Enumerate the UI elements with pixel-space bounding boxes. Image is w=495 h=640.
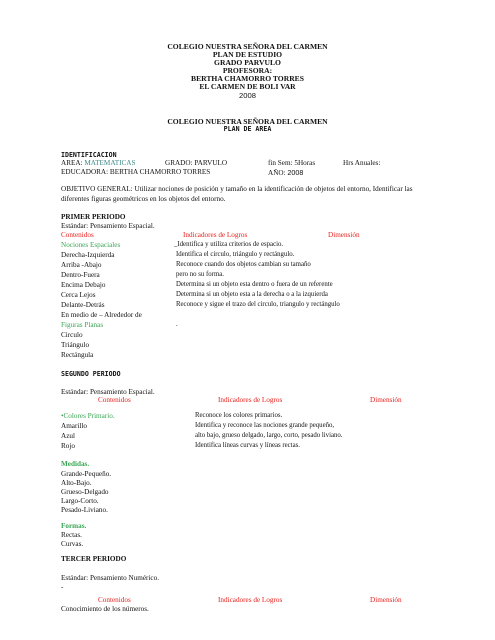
list-item: Triángulo — [61, 341, 90, 349]
tercer-periodo-dash: - — [61, 583, 64, 591]
plan-title: PLAN DE AREA — [223, 125, 272, 133]
indicador-item: Reconoce los colores primarios. — [195, 412, 283, 419]
tercer-periodo-heading: TERCER PERIODO — [61, 555, 127, 563]
indicador-item: Reconoce cuando dos objetos cambian su tamaño — [176, 261, 311, 268]
title-line-2: PLAN DE ESTUDIO — [212, 50, 283, 59]
indicador-item: pero no su forma. — [176, 271, 224, 278]
list-item: Amarillo — [61, 422, 87, 430]
segundo-periodo-estandar: Estándar: Pensamiento Espacial. — [61, 388, 155, 396]
tercer-periodo-estandar: Estándar: Pensamiento Numérico. — [61, 574, 160, 582]
list-item: Encima Debajo — [61, 281, 106, 289]
list-item: Arriba -Abajo — [61, 261, 102, 269]
list-item: Circulo — [61, 331, 83, 339]
list-item: Conocimiento de los números. — [61, 605, 149, 613]
list-item: •Colores Primario. — [61, 412, 115, 420]
objetivo-line-1: OBJETIVO GENERAL: Utilizar nociones de posición y tamaño en la identificación de objetos del entorno, Identificar las — [61, 185, 413, 193]
formas-heading: Formas. — [61, 522, 87, 530]
educadora: EDUCADORA: BERTHA CHAMORRO TORRES — [61, 168, 211, 176]
primer-col-dimension: Dimensión — [328, 231, 360, 239]
objetivo-line-2: diferentes figuras geométricos en los objetos del entorno. — [61, 195, 226, 203]
indicador-item: . — [176, 321, 178, 328]
list-item: Largo-Corto. — [61, 497, 99, 505]
list-item: En medio de – Alrededor de — [61, 311, 142, 319]
list-item: Rectas. — [61, 531, 82, 539]
title-line-4: PROFESORA: — [222, 66, 273, 75]
tercer-col-contenidos: Contenidos — [98, 596, 131, 604]
list-item: Derecha-Izquierda — [61, 251, 115, 259]
area-row — [61, 160, 135, 167]
list-item: Alto-Bajo. — [61, 479, 92, 487]
list-item: Rectángula — [61, 351, 94, 359]
primer-periodo-heading: PRIMER PERIODO — [61, 213, 126, 221]
identificacion-heading: IDENTIFICACION — [61, 151, 117, 159]
ano-label: AÑO: — [268, 169, 286, 177]
primer-col-indicadores: Indicadores de Logros — [183, 231, 248, 239]
list-item: Grueso-Delgado — [61, 488, 109, 496]
indicador-item: _Identifica y utiliza criterios de espacio. — [174, 241, 284, 248]
grado: GRADO: PARVULO — [165, 159, 228, 167]
segundo-col-indicadores: Indicadores de Logros — [218, 396, 283, 404]
indicador-item: Identifica líneas curvas y líneas rectas. — [195, 442, 300, 449]
tercer-col-indicadores: Indicadores de Logros — [218, 596, 283, 604]
list-item: Cerca Lejos — [61, 291, 96, 299]
intensidad-semanal: fin Sem: 5Horas — [268, 159, 316, 167]
title-year: 2008 — [239, 91, 256, 100]
indicador-item: Determina si un objeto esta a la derecha o a la izquierda — [176, 291, 328, 298]
primer-periodo-estandar: Estándar: Pensamiento Espacial. — [61, 222, 155, 230]
indicador-item: alto bajo, grueso delgado, largo, corto, pesado liviano. — [195, 432, 343, 439]
title-line-3: GRADO PARVULO — [214, 58, 281, 67]
indicador-item: Identifica y reconoce las nociones grande pequeño, — [195, 422, 335, 429]
area-label: AREA: — [61, 159, 83, 167]
medidas-heading: Medidas. — [61, 460, 90, 468]
indicador-item: Determina si un objeto esta dentro o fuera de un referente — [176, 281, 333, 288]
segundo-col-contenidos: Contenidos — [98, 396, 131, 404]
ano-value: 2008 — [287, 168, 304, 177]
list-item: Dentro-Fuera — [61, 271, 100, 279]
list-item: Grande-Pequeño. — [61, 470, 112, 478]
horas-anuales: Hrs Anuales: — [343, 159, 381, 167]
list-item: Nociones Espaciales — [61, 241, 121, 249]
indicador-item: Identifica el circulo, triángulo y rectángulo. — [176, 251, 295, 258]
title-line-5: BERTHA CHAMORRO TORRES — [191, 74, 304, 83]
tercer-col-dimension: Dimensión — [370, 596, 402, 604]
list-item: Curvas. — [61, 540, 84, 548]
primer-col-contenidos: Contenidos — [61, 231, 94, 239]
segundo-periodo-heading: SEGUNDO PERIODO — [61, 370, 121, 378]
list-item: Delante-Detrás — [61, 301, 105, 309]
title-line-6: EL CARMEN DE BOLI VAR — [199, 82, 296, 91]
indicador-item: Reconoce y sigue el trazo del circulo, triangulo y rectángulo — [176, 301, 340, 308]
list-item: Figuras Planas — [61, 321, 104, 329]
list-item: Pesado-Liviano. — [61, 506, 108, 514]
title-line-1: COLEGIO NUESTRA SEÑORA DEL CARMEN — [167, 42, 328, 51]
list-item: Rojo — [61, 442, 75, 450]
plan-school-name: COLEGIO NUESTRA SEÑORA DEL CARMEN — [167, 117, 328, 126]
segundo-col-dimension: Dimensión — [370, 396, 402, 404]
list-item: Azul — [61, 432, 75, 440]
area-value: MATEMATICAS — [84, 159, 136, 167]
ano-row — [268, 169, 303, 177]
